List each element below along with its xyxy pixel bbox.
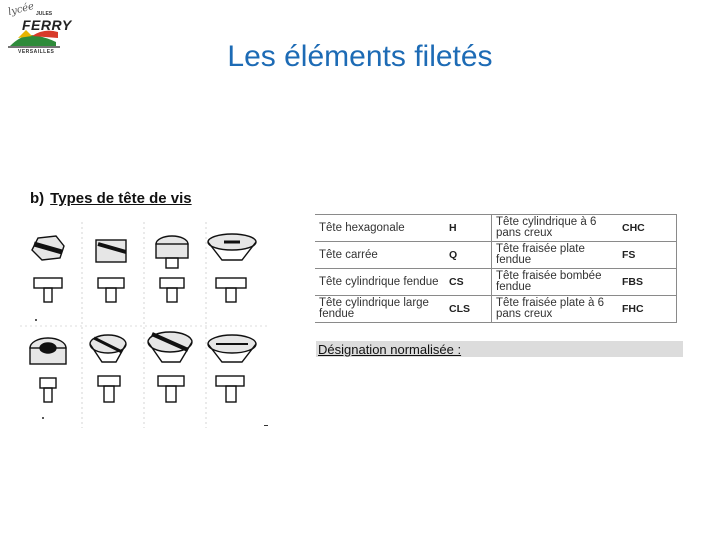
head-code: CLS xyxy=(445,296,492,323)
designation-bar xyxy=(316,341,683,357)
table-row xyxy=(315,269,677,296)
scan-artifact xyxy=(264,425,268,426)
head-name: Tête cylindrique fendue xyxy=(315,269,445,296)
table-row xyxy=(315,296,677,323)
head-code: CS xyxy=(445,269,492,296)
head-name: Tête cylindrique à 6 pans creux xyxy=(492,215,619,242)
screw-head-drawings xyxy=(20,222,270,430)
countersunk-hex-socket-head-icon xyxy=(208,234,256,302)
head-code: FHC xyxy=(618,296,677,323)
head-name: Tête fraisée plate fendue xyxy=(492,242,619,269)
flat-countersunk-hex-socket-head-icon xyxy=(208,335,256,402)
square-head-icon xyxy=(96,240,126,302)
head-code: FS xyxy=(618,242,677,269)
cylindrical-slotted-head-icon xyxy=(156,236,188,302)
flat-countersunk-slotted-head-icon xyxy=(90,335,126,402)
logo-ferry-text: FERRY xyxy=(22,17,72,33)
table-row xyxy=(315,215,677,242)
section-label: b) xyxy=(30,190,45,207)
section-heading-text: Types de tête de vis xyxy=(50,190,192,207)
logo-city-text: VERSAILLES xyxy=(18,49,55,55)
head-name: Tête hexagonale xyxy=(315,215,445,242)
logo-jules-text: JULES xyxy=(36,11,53,17)
raised-countersunk-slotted-head-icon xyxy=(148,332,192,402)
designation-label: Désignation normalisée : xyxy=(318,342,462,357)
section-heading xyxy=(30,190,192,207)
logo-lycee-text: lycée xyxy=(7,0,36,19)
head-name: Tête fraisée bombée fendue xyxy=(492,269,619,296)
head-code: FBS xyxy=(618,269,677,296)
hexagonal-head-icon xyxy=(32,236,64,320)
head-name: Tête cylindrique large fendue xyxy=(315,296,445,323)
head-code: H xyxy=(445,215,492,242)
screw-head-table xyxy=(315,214,677,323)
head-name: Tête fraisée plate à 6 pans creux xyxy=(492,296,619,323)
head-name: Tête carrée xyxy=(315,242,445,269)
slide-title: Les éléments filetés xyxy=(227,40,493,73)
head-code: Q xyxy=(445,242,492,269)
head-code: CHC xyxy=(618,215,677,242)
screw-heads-illustration xyxy=(20,222,270,430)
wide-cylindrical-head-icon xyxy=(30,338,66,418)
table-row xyxy=(315,242,677,269)
